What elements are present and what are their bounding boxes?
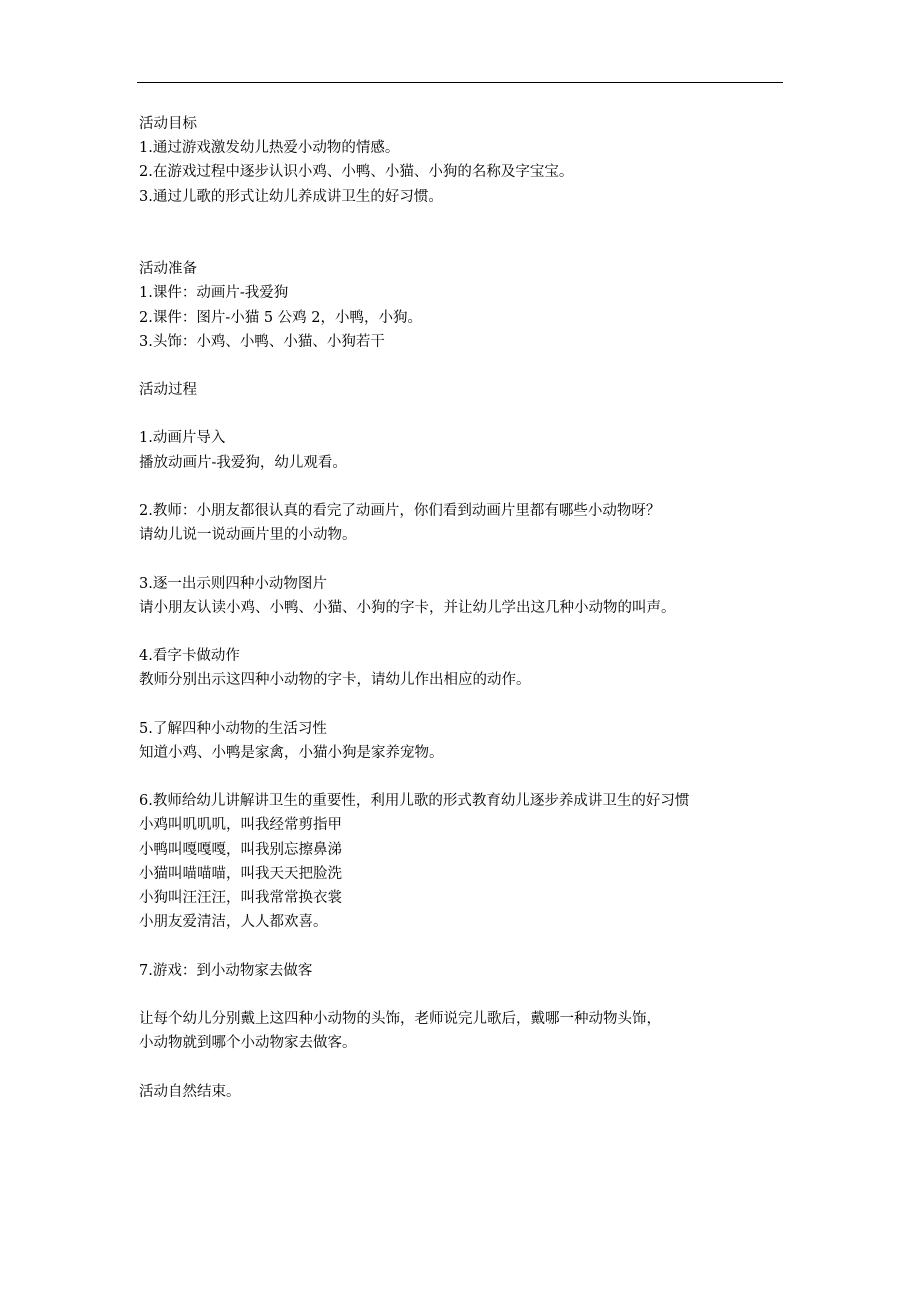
spacer (139, 983, 799, 1007)
rhyme-line: 小狗叫汪汪汪，叫我常常换衣裳 (139, 890, 342, 907)
closing-text: 活动自然结束。 (139, 1083, 241, 1100)
rhyme-line: 小朋友爱清洁，人人都欢喜。 (139, 914, 328, 931)
goal-item: 2.在游戏过程中逐步认识小鸡、小鸭、小猫、小狗的名称及字宝宝。 (139, 164, 574, 181)
step-line: 知道小鸡、小鸭是家禽，小猫小狗是家养宠物。 (139, 744, 444, 761)
goal-item: 1.通过游戏激发幼儿热爱小动物的情感。 (139, 140, 400, 157)
section-heading-preparation: 活动准备 (139, 261, 197, 278)
header-rule (137, 82, 783, 83)
preparation-item: 2.课件：图片-小猫 5 公鸡 2，小鸭，小狗。 (139, 309, 423, 326)
section-preparation (139, 257, 799, 354)
step-title: 5.了解四种小动物的生活习性 (139, 720, 327, 737)
step-title: 3.逐一出示则四种小动物图片 (139, 575, 327, 592)
process-step-2 (139, 499, 799, 547)
rhyme-line: 小猫叫喵喵喵，叫我天天把脸洗 (139, 865, 342, 882)
rhyme-line: 小鸡叫叽叽叽，叫我经常剪指甲 (139, 817, 342, 834)
section-heading-process: 活动过程 (139, 382, 197, 399)
goal-item: 3.通过儿歌的形式让幼儿养成讲卫生的好习惯。 (139, 188, 443, 205)
spacer (139, 209, 799, 257)
process-step-7 (139, 959, 799, 1056)
section-process (139, 378, 799, 1104)
document-body (139, 112, 799, 1104)
spacer (139, 765, 799, 789)
spacer (139, 1055, 799, 1079)
process-step-6 (139, 789, 799, 934)
step-title: 7.游戏：到小动物家去做客 (139, 962, 313, 979)
step-line: 教师分别出示这四种小动物的字卡，请幼儿作出相应的动作。 (139, 672, 531, 689)
spacer (139, 402, 799, 426)
section-heading-goals: 活动目标 (139, 116, 197, 132)
section-goals (139, 112, 799, 209)
step-line: 小动物就到哪个小动物家去做客。 (139, 1035, 357, 1052)
step-line: 播放动画片-我爱狗，幼儿观看。 (139, 454, 347, 471)
preparation-item: 1.课件：动画片-我爱狗 (139, 285, 289, 302)
spacer (139, 620, 799, 644)
step-title: 6.教师给幼儿讲解讲卫生的重要性，利用儿歌的形式教育幼儿逐步养成讲卫生的好习惯 (139, 793, 690, 810)
process-step-5 (139, 717, 799, 765)
step-title: 1.动画片导入 (139, 430, 226, 447)
process-step-3 (139, 572, 799, 620)
spacer (139, 475, 799, 499)
spacer (139, 693, 799, 717)
process-step-4 (139, 644, 799, 692)
spacer (139, 934, 799, 958)
step-line: 请幼儿说一说动画片里的小动物。 (139, 527, 357, 544)
step-title: 2.教师：小朋友都很认真的看完了动画片，你们看到动画片里都有哪些小动物呀？ (139, 503, 661, 520)
step-line: 让每个幼儿分别戴上这四种小动物的头饰，老师说完儿歌后，戴哪一种动物头饰， (139, 1010, 661, 1027)
spacer (139, 547, 799, 571)
rhyme-line: 小鸭叫嘎嘎嘎，叫我别忘擦鼻涕 (139, 841, 342, 858)
preparation-item: 3.头饰：小鸡、小鸭、小猫、小狗若干 (139, 333, 385, 350)
step-title: 4.看字卡做动作 (139, 648, 240, 665)
step-line: 请小朋友认读小鸡、小鸭、小猫、小狗的字卡，并让幼儿学出这几种小动物的叫声。 (139, 599, 676, 616)
spacer (139, 354, 799, 378)
process-step-1 (139, 426, 799, 474)
